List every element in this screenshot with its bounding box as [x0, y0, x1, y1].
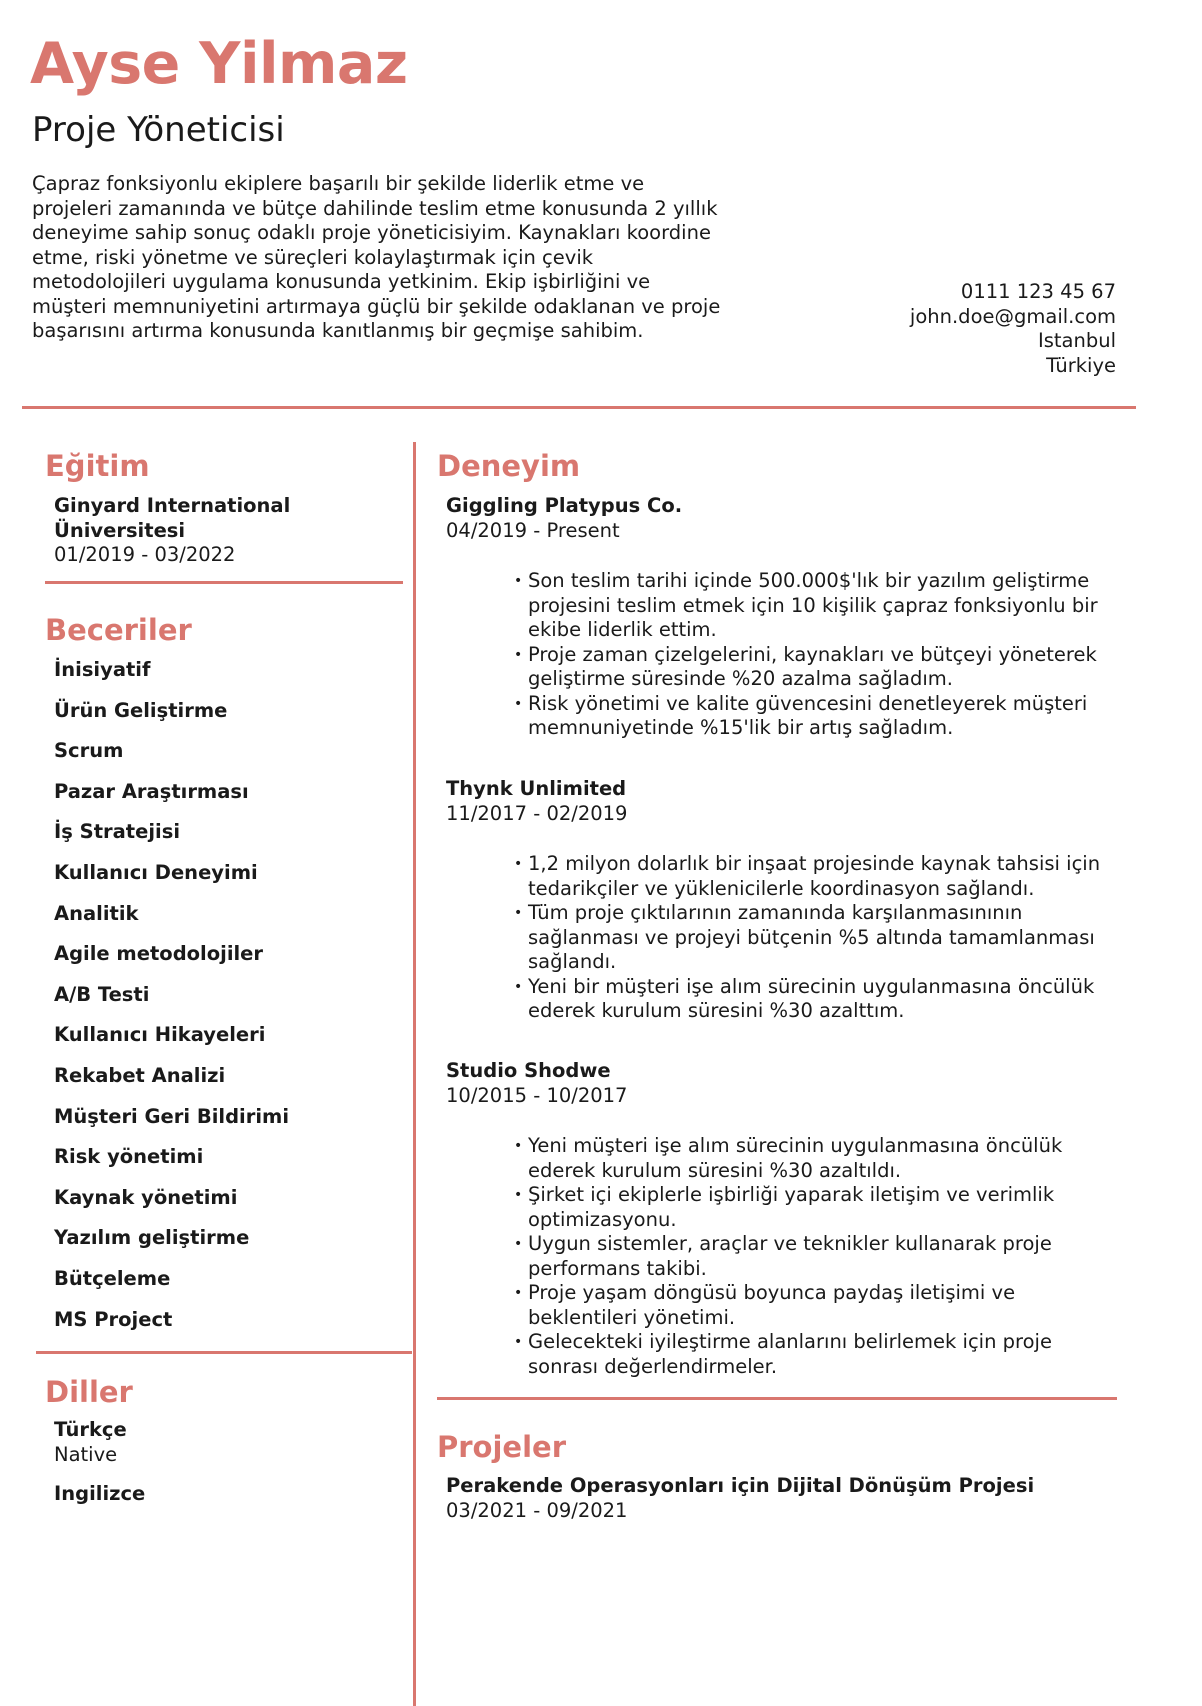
job-entry [446, 1059, 1126, 1379]
project-entry [446, 1474, 1146, 1523]
company-name: Giggling Platypus Co. [446, 494, 683, 517]
skill-item: İş Stratejisi [54, 820, 180, 844]
skill-item: Analitik [54, 901, 139, 925]
skill-item: Kaynak yönetimi [54, 1185, 238, 1209]
job-bullet: • Uygun sistemler, araçlar ve teknikler kullanarak proje performans takibi. [514, 1232, 1126, 1281]
job-entry [446, 777, 1126, 1024]
skill-item: Ürün Geliştirme [54, 698, 228, 722]
job-dates: 04/2019 - Present [446, 518, 620, 542]
job-bullet: • Yeni bir müşteri işe alım sürecinin uygulanmasına öncülük ederek kurulum süresini %30 azalttım. [514, 975, 1126, 1024]
job-bullet: • Proje zaman çizelgelerini, kaynakları ve bütçeyi yöneterek geliştirme süresinde %20 azalma sağladım. [514, 643, 1126, 692]
job-bullet: • Tüm proje çıktılarının zamanında karşılanmasınının sağlanması ve projeyi bütçenin %5 altında tamamlanması sağlandı. [514, 901, 1126, 975]
job-bullet: • Risk yönetimi ve kalite güvencesini denetleyerek müşteri memnuniyetinde %15'lik bir artış sağladım. [514, 692, 1126, 741]
project-dates: 03/2021 - 09/2021 [446, 1498, 628, 1522]
experience-divider [437, 1397, 1117, 1400]
company-name: Studio Shodwe [446, 1059, 611, 1082]
job-entry [446, 494, 1126, 741]
skill-item: Müşteri Geri Bildirimi [54, 1104, 290, 1128]
email-address: john.doe@gmail.com [909, 304, 1116, 328]
skill-item: Pazar Araştırması [54, 779, 249, 803]
school-name: Ginyard International Üniversitesi [54, 494, 291, 542]
skill-item: Kullanıcı Deneyimi [54, 860, 258, 884]
contact-block [910, 280, 1116, 378]
skills-divider [36, 1351, 412, 1354]
language-item [54, 1418, 145, 1467]
header-divider [22, 406, 1136, 409]
job-dates: 11/2017 - 02/2019 [446, 801, 628, 825]
education-entry [54, 494, 374, 568]
language-name: Türkçe [54, 1418, 127, 1441]
project-name: Perakende Operasyonları için Dijital Dönüşüm Projesi [446, 1474, 1035, 1497]
skills-list [54, 658, 289, 1348]
skill-item: İnisiyatif [54, 658, 151, 681]
job-dates: 10/2015 - 10/2017 [446, 1083, 628, 1107]
skill-item: MS Project [54, 1307, 173, 1331]
skill-item: Risk yönetimi [54, 1145, 204, 1169]
skill-item: Kullanıcı Hikayeleri [54, 1023, 266, 1047]
job-title: Proje Yöneticisi [32, 110, 285, 150]
job-bullet: • Şirket içi ekiplerle işbirliği yaparak iletişim ve verimlik optimizasyonu. [514, 1183, 1126, 1232]
phone-number: 0111 123 45 67 [960, 280, 1116, 303]
languages-list [54, 1418, 145, 1522]
experience-heading: Deneyim [437, 449, 581, 483]
job-bullets [446, 569, 1126, 741]
education-heading: Eğitim [45, 449, 150, 483]
company-name: Thynk Unlimited [446, 777, 627, 800]
job-bullet: • Yeni müşteri işe alım sürecinin uygulanmasına öncülük ederek kurulum süresini %30 azaltıldı. [514, 1134, 1126, 1183]
job-bullets [446, 1134, 1126, 1379]
job-bullet: • Son teslim tarihi içinde 500.000$'lık bir yazılım geliştirme projesini teslim etmek için 10 kişilik çapraz fonksiyonlu bir ekibe liderlik ettim. [514, 569, 1126, 643]
languages-heading: Diller [45, 1375, 133, 1409]
language-item [54, 1482, 145, 1507]
skills-heading: Beceriler [45, 613, 192, 647]
skill-item: Yazılım geliştirme [54, 1226, 250, 1250]
country: Türkiye [1046, 353, 1116, 377]
job-bullet: • Proje yaşam döngüsü boyunca paydaş iletişimi ve beklentileri yönetimi. [514, 1281, 1126, 1330]
skill-item: Rekabet Analizi [54, 1063, 226, 1087]
job-bullets [446, 852, 1126, 1024]
profile-summary: Çapraz fonksiyonlu ekiplere başarılı bir şekilde liderlik etme ve projeleri zamanında ve bütçe dahilinde teslim etme konusunda 2 yıllık deneyime sahip sonuç odaklı proje yöneticisiyim. Kaynakları koordine etme, riski yönetme ve süreçleri kolaylaştırmak için çevik metodolojileri uygulama konusunda yetkinim. Ekip işbirliğini ve müşteri memnuniyetini artırmaya güçlü bir şekilde odaklanan ve proje başarısını artırma konusunda kanıtlanmış bir geçmişe sahibim. [32, 172, 721, 342]
job-bullet: • Gelecekteki iyileştirme alanlarını belirlemek için proje sonrası değerlendirmeler. [514, 1330, 1126, 1379]
education-dates: 01/2019 - 03/2022 [54, 543, 236, 566]
column-divider [413, 442, 416, 1706]
language-level: Native [54, 1442, 118, 1466]
skill-item: Agile metodolojiler [54, 942, 264, 966]
education-divider [45, 581, 403, 584]
language-name: Ingilizce [54, 1482, 146, 1505]
skill-item: Bütçeleme [54, 1266, 171, 1290]
skill-item: A/B Testi [54, 982, 150, 1006]
candidate-name: Ayse Yilmaz [30, 31, 408, 97]
skill-item: Scrum [54, 739, 124, 763]
city: Istanbul [1037, 329, 1116, 352]
job-bullet: • 1,2 milyon dolarlık bir inşaat projesinde kaynak tahsisi için tedarikçiler ve yüklenicilerle koordinasyon sağlandı. [514, 852, 1126, 901]
projects-heading: Projeler [437, 1430, 566, 1464]
